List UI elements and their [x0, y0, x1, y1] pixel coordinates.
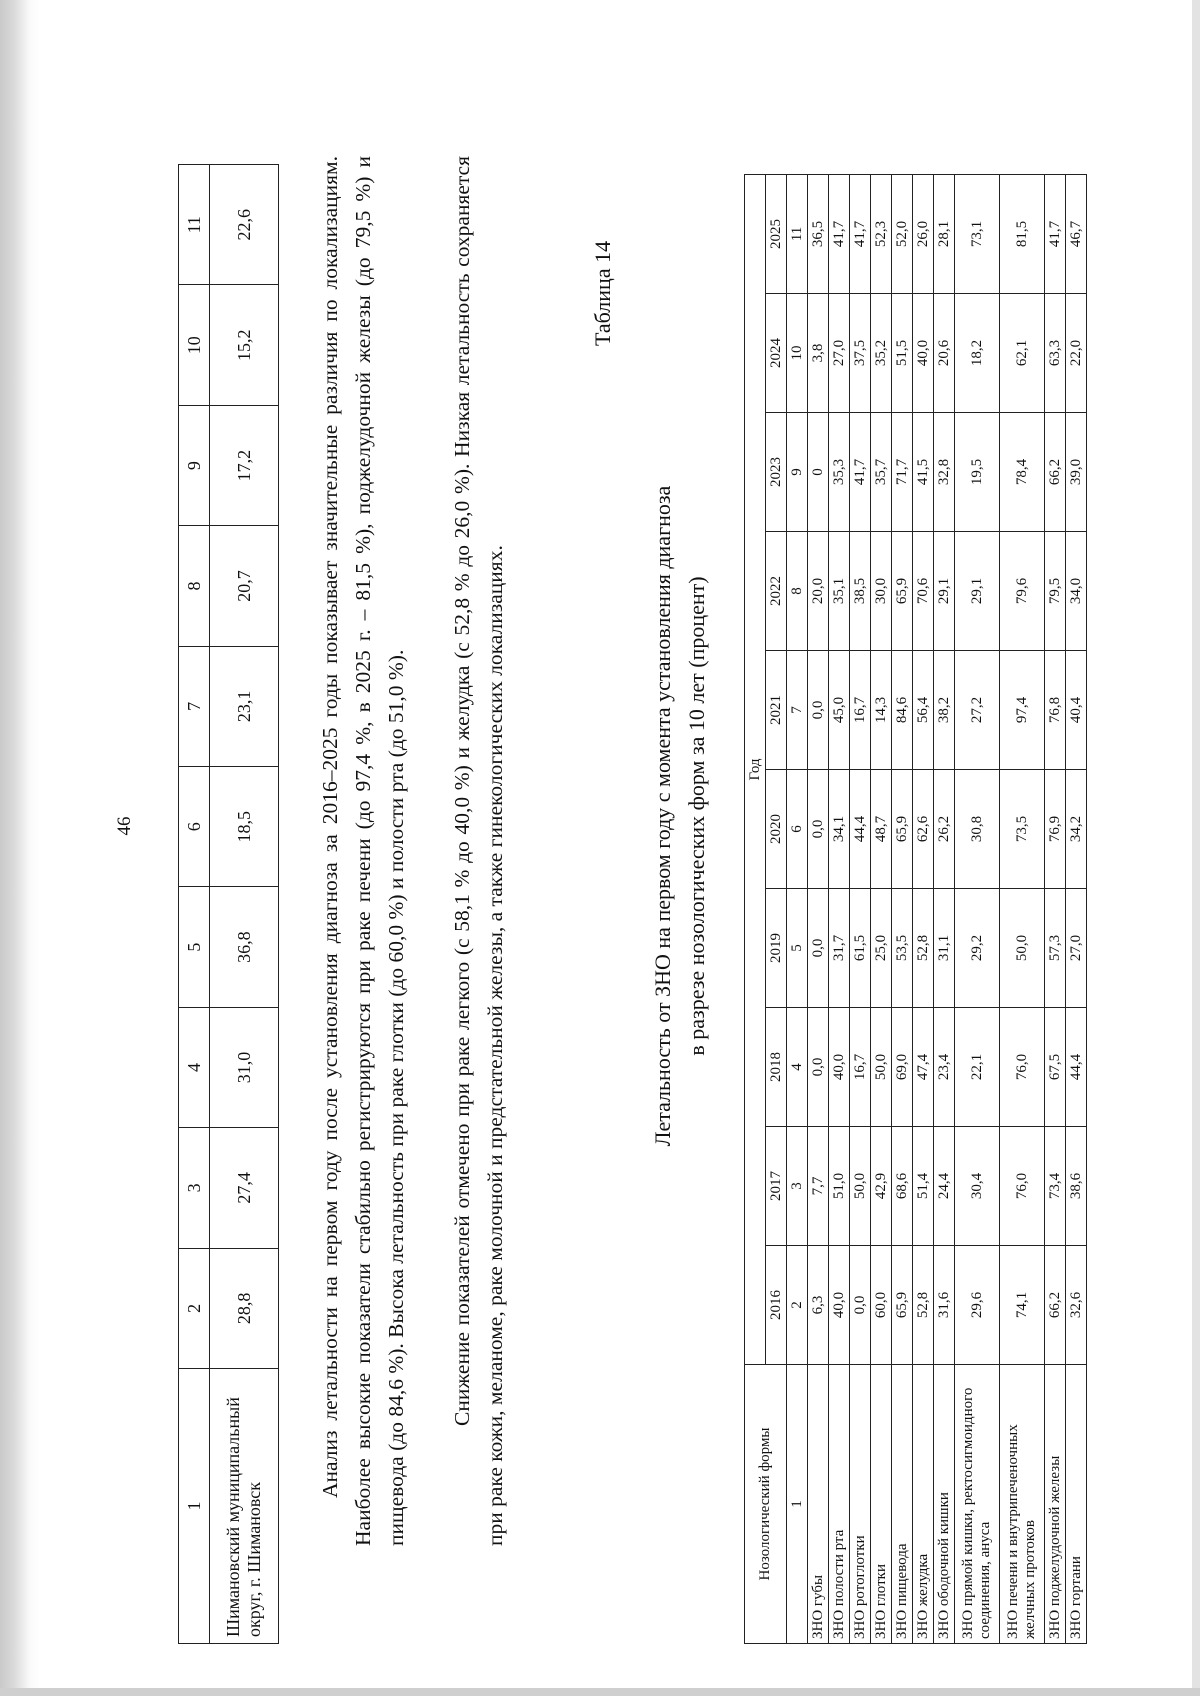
table14-col-group-header: Нозологический формы — [745, 1365, 787, 1644]
table14-value-cell: 38,2 — [934, 651, 955, 770]
prev-table-value-cell: 36,8 — [210, 887, 279, 1007]
table14-value-cell: 44,4 — [850, 770, 871, 889]
table14-value-cell: 65,9 — [892, 770, 913, 889]
table14-group-header-row — [745, 175, 766, 1644]
table14-value-cell: 62,1 — [1000, 294, 1045, 413]
table14-year-cell: 2024 — [766, 294, 787, 413]
table14-value-cell: 16,7 — [850, 1008, 871, 1127]
prev-table-header-cell: 6 — [179, 767, 210, 887]
table14-value-cell: 76,8 — [1045, 651, 1066, 770]
scan-bottom-edge — [0, 1688, 1200, 1696]
table14-value-cell: 53,5 — [892, 889, 913, 1008]
table14-value-cell: 20,6 — [934, 294, 955, 413]
table14-value-cell: 50,0 — [871, 1008, 892, 1127]
paragraph-decrease: Снижение показателей отмечено при раке легкого (с 58,1 % до 40,0 %) и желудка (с 52,8 % до 26,0 %). Низкая летальность сохраняется при раке кожи, меланоме, раке молочной и предстательной железы, а также гинекологических локализациях. — [450, 156, 507, 1546]
table14-value-cell: 41,7 — [829, 175, 850, 294]
table14-value-cell: 68,6 — [892, 1127, 913, 1246]
table14-column-number-cell: 6 — [787, 770, 808, 889]
table14-value-cell: 67,5 — [1045, 1008, 1066, 1127]
table14-value-cell: 56,4 — [913, 651, 934, 770]
table14-row-name: ЗНО полости рта — [829, 1365, 850, 1644]
table14-value-cell: 0,0 — [808, 1008, 829, 1127]
table14-value-cell: 47,4 — [913, 1008, 934, 1127]
table14-value-cell: 35,1 — [829, 532, 850, 651]
table14-value-cell: 84,6 — [892, 651, 913, 770]
table14-year-cell: 2019 — [766, 889, 787, 1008]
table14-value-cell: 31,6 — [934, 1246, 955, 1365]
table14-value-cell: 71,7 — [892, 413, 913, 532]
table14-value-cell: 46,7 — [1066, 175, 1087, 294]
table14-year-cell: 2016 — [766, 1246, 787, 1365]
prev-table-header-cell: 11 — [179, 165, 210, 285]
table14-column-number-cell: 5 — [787, 889, 808, 1008]
table14-value-cell: 60,0 — [871, 1246, 892, 1365]
table14-column-number-cell: 9 — [787, 413, 808, 532]
table14-year-group-header: Год — [745, 175, 766, 1365]
table-row — [1045, 175, 1066, 1644]
table14-row-name: ЗНО поджелудочной железы — [1045, 1365, 1066, 1644]
table14-value-cell: 29,6 — [955, 1246, 1000, 1365]
table14-value-cell: 27,2 — [955, 651, 1000, 770]
table14-value-cell: 76,0 — [1000, 1008, 1045, 1127]
table14-value-cell: 76,0 — [1000, 1127, 1045, 1246]
table14-value-cell: 38,6 — [1066, 1127, 1087, 1246]
table-row — [829, 175, 850, 1644]
table14-value-cell: 30,0 — [871, 532, 892, 651]
table14-value-cell: 0,0 — [808, 770, 829, 889]
table14-value-cell: 65,9 — [892, 1246, 913, 1365]
table14-year-cell: 2018 — [766, 1008, 787, 1127]
table14-column-number-cell: 8 — [787, 532, 808, 651]
prev-table-value-cell: 22,6 — [210, 165, 279, 285]
prev-table-row-label: Шимановский муниципальный округ, г. Шимановск — [210, 1369, 279, 1644]
table14-row-name: ЗНО желудка — [913, 1365, 934, 1644]
prev-table-value-cell: 15,2 — [210, 285, 279, 405]
table14-value-cell: 31,7 — [829, 889, 850, 1008]
table14-value-cell: 31,1 — [934, 889, 955, 1008]
prev-table-value-cell: 20,7 — [210, 526, 279, 646]
table14-value-cell: 0,0 — [808, 651, 829, 770]
table14-value-cell: 27,0 — [829, 294, 850, 413]
table14-value-cell: 65,9 — [892, 532, 913, 651]
table-row — [913, 175, 934, 1644]
table14-year-cell: 2017 — [766, 1127, 787, 1246]
table14-value-cell: 34,0 — [1066, 532, 1087, 651]
prev-table-value-cell: 27,4 — [210, 1128, 279, 1248]
table14-column-number-cell: 10 — [787, 294, 808, 413]
table14-value-cell: 51,5 — [892, 294, 913, 413]
table-title-line1: Летальность от ЗНО на первом году с момента установления диагноза — [650, 485, 675, 1147]
previous-table-continuation — [178, 164, 279, 1644]
table14-value-cell: 52,8 — [913, 1246, 934, 1365]
table14-value-cell: 23,4 — [934, 1008, 955, 1127]
table-row — [1000, 175, 1045, 1644]
table14-value-cell: 0,0 — [850, 1246, 871, 1365]
prev-table-header-cell: 5 — [179, 887, 210, 1007]
table14-value-cell: 30,4 — [955, 1127, 1000, 1246]
prev-table-header-cell: 2 — [179, 1248, 210, 1368]
table14-value-cell: 22,0 — [1066, 294, 1087, 413]
table14-value-cell: 62,6 — [913, 770, 934, 889]
table14-column-number-cell: 3 — [787, 1127, 808, 1246]
table14-value-cell: 34,2 — [1066, 770, 1087, 889]
table14-value-cell: 14,3 — [871, 651, 892, 770]
table14-value-cell: 34,1 — [829, 770, 850, 889]
table14-column-number-cell: 7 — [787, 651, 808, 770]
table14-value-cell: 39,0 — [1066, 413, 1087, 532]
table14-value-cell: 44,4 — [1066, 1008, 1087, 1127]
table14-value-cell: 26,0 — [913, 175, 934, 294]
table-row — [892, 175, 913, 1644]
table14-value-cell: 52,3 — [871, 175, 892, 294]
prev-table-header-cell: 7 — [179, 646, 210, 766]
table-row — [955, 175, 1000, 1644]
table14-row-name: ЗНО печени и внутрипеченочных желчных протоков — [1000, 1365, 1045, 1644]
prev-table-value-cell: 28,8 — [210, 1248, 279, 1368]
table14-value-cell: 41,7 — [1045, 175, 1066, 294]
scan-right-edge — [1192, 0, 1200, 1696]
table-row — [808, 175, 829, 1644]
table14-value-cell: 63,3 — [1045, 294, 1066, 413]
table14-value-cell: 73,4 — [1045, 1127, 1066, 1246]
table14-value-cell: 27,0 — [1066, 889, 1087, 1008]
table14-column-numbers-row — [787, 175, 808, 1644]
table14-column-number-cell: 4 — [787, 1008, 808, 1127]
table14-value-cell: 81,5 — [1000, 175, 1045, 294]
table14-value-cell: 51,0 — [829, 1127, 850, 1246]
table14-value-cell: 73,1 — [955, 175, 1000, 294]
table14-value-cell: 29,2 — [955, 889, 1000, 1008]
table-label: Таблица 14 — [590, 240, 615, 346]
table-row — [850, 175, 871, 1644]
table-row — [934, 175, 955, 1644]
table14-value-cell: 16,7 — [850, 651, 871, 770]
table14-value-cell: 69,0 — [892, 1008, 913, 1127]
prev-table-value-cell: 18,5 — [210, 767, 279, 887]
prev-table-header-row — [179, 165, 210, 1644]
table14-value-cell: 41,7 — [850, 413, 871, 532]
table14-value-cell: 35,2 — [871, 294, 892, 413]
prev-table-header-cell: 9 — [179, 405, 210, 525]
table14-value-cell: 6,3 — [808, 1246, 829, 1365]
table14-value-cell: 45,0 — [829, 651, 850, 770]
table14-value-cell: 79,6 — [1000, 532, 1045, 651]
prev-table-header-cell: 3 — [179, 1128, 210, 1248]
table14-value-cell: 40,0 — [913, 294, 934, 413]
table14-value-cell: 40,4 — [1066, 651, 1087, 770]
table14-value-cell: 38,5 — [850, 532, 871, 651]
table14-value-cell: 97,4 — [1000, 651, 1045, 770]
table14-row-name: ЗНО глотки — [871, 1365, 892, 1644]
table14-row-name: ЗНО ободочной кишки — [934, 1365, 955, 1644]
table14-value-cell: 79,5 — [1045, 532, 1066, 651]
table14-row-name: ЗНО ротоглотки — [850, 1365, 871, 1644]
table14-value-cell: 35,7 — [871, 413, 892, 532]
prev-table-value-cell: 17,2 — [210, 405, 279, 525]
table-title-line2: в разрезе нозологических форм за 10 лет (процент) — [684, 576, 709, 1056]
table14-value-cell: 29,1 — [934, 532, 955, 651]
table14-value-cell: 37,5 — [850, 294, 871, 413]
table14-value-cell: 30,8 — [955, 770, 1000, 889]
table14-value-cell: 51,4 — [913, 1127, 934, 1246]
table14-value-cell: 76,9 — [1045, 770, 1066, 889]
table14-value-cell: 18,2 — [955, 294, 1000, 413]
prev-table-header-cell: 4 — [179, 1007, 210, 1127]
table14-value-cell: 0 — [808, 413, 829, 532]
table14-value-cell: 19,5 — [955, 413, 1000, 532]
table14-value-cell: 20,0 — [808, 532, 829, 651]
table14-value-cell: 74,1 — [1000, 1246, 1045, 1365]
table14-value-cell: 40,0 — [829, 1008, 850, 1127]
prev-table-header-cell: 10 — [179, 285, 210, 405]
table14-value-cell: 41,5 — [913, 413, 934, 532]
table14-value-cell: 50,0 — [1000, 889, 1045, 1008]
prev-table-value-cell: 23,1 — [210, 646, 279, 766]
table14-value-cell: 70,6 — [913, 532, 934, 651]
table14-value-cell: 48,7 — [871, 770, 892, 889]
prev-table-header-cell: 8 — [179, 526, 210, 646]
table14-column-number-cell: 11 — [787, 175, 808, 294]
table14-value-cell: 52,0 — [892, 175, 913, 294]
rotated-document-page — [38, 86, 1168, 1666]
prev-table-data-row — [210, 165, 279, 1644]
prev-table-header-cell: 1 — [179, 1369, 210, 1644]
table14-value-cell: 66,2 — [1045, 413, 1066, 532]
table14-value-cell: 57,3 — [1045, 889, 1066, 1008]
page-number: 46 — [114, 816, 135, 836]
table14-value-cell: 73,5 — [1000, 770, 1045, 889]
table14-year-cell: 2020 — [766, 770, 787, 889]
table14-value-cell: 0,0 — [808, 889, 829, 1008]
table14-value-cell: 32,6 — [1066, 1246, 1087, 1365]
table14-year-cell: 2025 — [766, 175, 787, 294]
table14-row-name: ЗНО гортани — [1066, 1365, 1087, 1644]
table14-value-cell: 40,0 — [829, 1246, 850, 1365]
table14-year-cell: 2021 — [766, 651, 787, 770]
table14-year-cell: 2023 — [766, 413, 787, 532]
table14-value-cell: 29,1 — [955, 532, 1000, 651]
table14-value-cell: 52,8 — [913, 889, 934, 1008]
table14-value-cell: 36,5 — [808, 175, 829, 294]
table14-value-cell: 42,9 — [871, 1127, 892, 1246]
table-row — [1066, 175, 1087, 1644]
table-14-mortality — [744, 174, 1087, 1644]
table14-value-cell: 50,0 — [850, 1127, 871, 1246]
table14-value-cell: 28,1 — [934, 175, 955, 294]
table14-value-cell: 7,7 — [808, 1127, 829, 1246]
table14-year-cell: 2022 — [766, 532, 787, 651]
table14-value-cell: 24,4 — [934, 1127, 955, 1246]
table14-value-cell: 66,2 — [1045, 1246, 1066, 1365]
table14-value-cell: 35,3 — [829, 413, 850, 532]
paragraph-analysis: Анализ летальности на первом году после установления диагноза за 2016–2025 годы показывает значительные различия по локализациям. Наиболее высокие показатели стабильно регистрируются при раке печени (до 97,4 %, в 2025 г. – 81,5 %), поджелудочной железы (до 79,5 %) и пищевода (до 84,6 %). Высока летальность при раке глотки (до 60,0 %) и полости рта (до 51,0 %). — [318, 156, 408, 1546]
table14-value-cell: 41,7 — [850, 175, 871, 294]
table14-value-cell: 78,4 — [1000, 413, 1045, 532]
table14-row-name: ЗНО прямой кишки, ректосигмоидного соединения, ануса — [955, 1365, 1000, 1644]
table14-value-cell: 26,2 — [934, 770, 955, 889]
table14-value-cell: 25,0 — [871, 889, 892, 1008]
table-row — [871, 175, 892, 1644]
prev-table-value-cell: 31,0 — [210, 1007, 279, 1127]
table14-value-cell: 32,8 — [934, 413, 955, 532]
table14-column-number-cell: 2 — [787, 1246, 808, 1365]
table14-value-cell: 3,8 — [808, 294, 829, 413]
table14-column-number-cell: 1 — [787, 1365, 808, 1644]
table14-row-name: ЗНО губы — [808, 1365, 829, 1644]
table14-value-cell: 61,5 — [850, 889, 871, 1008]
table14-value-cell: 22,1 — [955, 1008, 1000, 1127]
table14-row-name: ЗНО пищевода — [892, 1365, 913, 1644]
